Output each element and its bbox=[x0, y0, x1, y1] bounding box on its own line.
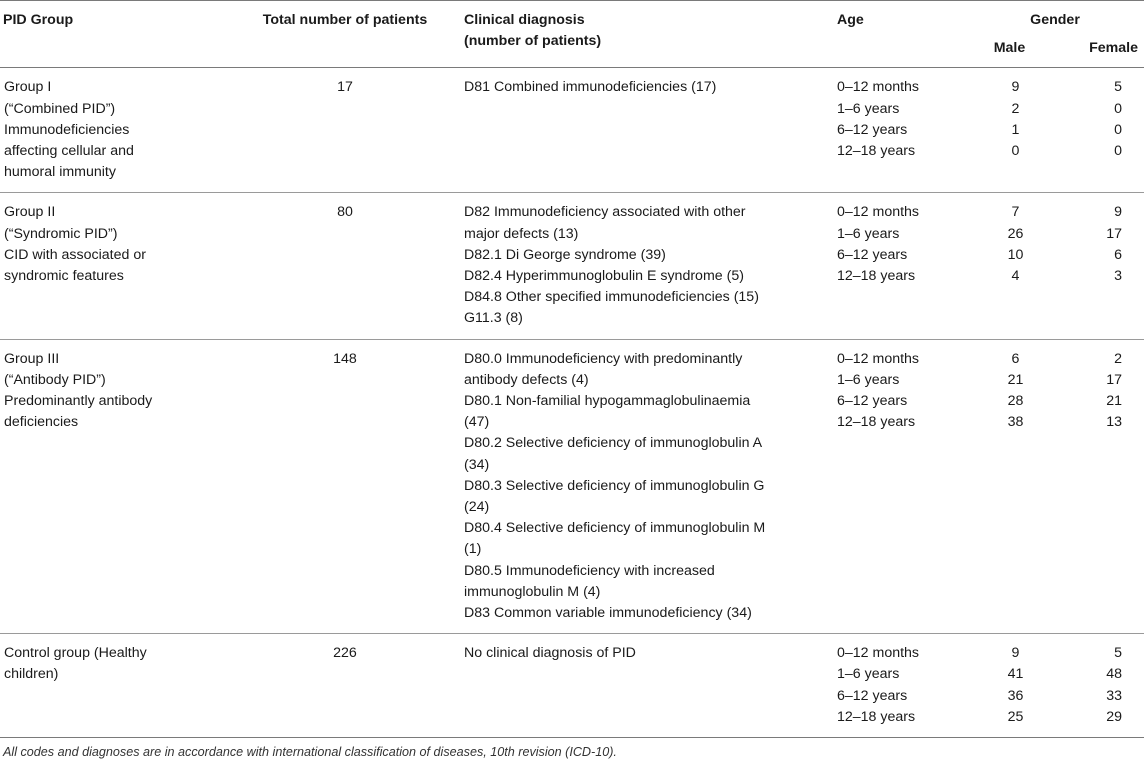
male-count: 1 bbox=[1011, 121, 1020, 138]
cell-clinical-diagnosis bbox=[458, 68, 833, 193]
age-range: 1–6 years bbox=[837, 371, 900, 388]
diagnosis-text-line: D80.1 Non-familial hypogammaglobulinaemia bbox=[464, 393, 751, 410]
header-diagnosis-line-2: (number of patients) bbox=[464, 33, 602, 50]
cell-clinical-diagnosis bbox=[458, 339, 833, 634]
age-range: 12–18 years bbox=[837, 143, 916, 160]
group-text-line: humoral immunity bbox=[4, 164, 116, 181]
age-range: 12–18 years bbox=[837, 708, 916, 725]
male-count: 10 bbox=[1007, 246, 1024, 263]
age-range: 1–6 years bbox=[837, 100, 900, 117]
male-count: 38 bbox=[1007, 414, 1024, 431]
male-count: 6 bbox=[1011, 350, 1020, 367]
diagnosis-text-line: (47) bbox=[464, 414, 490, 431]
table-footnote: All codes and diagnoses are in accordance with international classification of diseases, 10th revision (ICD-10). bbox=[3, 745, 617, 760]
age-range: 6–12 years bbox=[837, 246, 908, 263]
male-count: 21 bbox=[1007, 371, 1024, 388]
header-gender: Gender bbox=[1030, 12, 1080, 28]
table-body bbox=[0, 68, 1144, 738]
cell-age bbox=[833, 634, 966, 738]
female-count: 0 bbox=[1114, 121, 1123, 138]
group-text-line: deficiencies bbox=[4, 414, 79, 431]
cell-total-patients: 17 bbox=[337, 79, 353, 96]
female-count: 33 bbox=[1106, 687, 1123, 704]
group-text-line: (“Syndromic PID”) bbox=[4, 225, 118, 242]
male-count: 25 bbox=[1007, 708, 1024, 725]
group-text-line: Immunodeficiencies bbox=[4, 121, 130, 138]
male-count: 0 bbox=[1011, 143, 1020, 160]
header-clinical-diagnosis bbox=[458, 1, 833, 68]
age-range: 0–12 months bbox=[837, 645, 920, 662]
group-text-line: children) bbox=[4, 666, 59, 683]
cell-male bbox=[966, 339, 1053, 634]
male-count: 41 bbox=[1007, 666, 1024, 683]
female-count: 17 bbox=[1106, 371, 1123, 388]
diagnosis-text-line: D82.4 Hyperimmunoglobulin E syndrome (5) bbox=[464, 268, 744, 285]
female-count: 17 bbox=[1106, 225, 1123, 242]
age-range: 1–6 years bbox=[837, 666, 900, 683]
cell-age bbox=[833, 339, 966, 634]
table-row bbox=[0, 68, 1144, 193]
diagnosis-text-line: D80.0 Immunodeficiency with predominantly bbox=[464, 350, 743, 367]
diagnosis-text-line: D82 Immunodeficiency associated with other bbox=[464, 204, 746, 221]
table-row bbox=[0, 634, 1144, 738]
group-text-line: Group III bbox=[4, 350, 60, 367]
female-count: 0 bbox=[1114, 100, 1123, 117]
table-header bbox=[0, 1, 1144, 68]
female-count: 2 bbox=[1114, 350, 1123, 367]
age-range: 6–12 years bbox=[837, 393, 908, 410]
header-total-patients: Total number of patients bbox=[262, 12, 428, 28]
female-count: 5 bbox=[1114, 79, 1123, 96]
cell-pid-group bbox=[0, 634, 232, 738]
cell-total-patients: 148 bbox=[333, 350, 357, 367]
age-range: 6–12 years bbox=[837, 121, 908, 138]
diagnosis-text-line: immunoglobulin M (4) bbox=[464, 583, 601, 600]
diagnosis-text-line: D81 Combined immunodeficiencies (17) bbox=[464, 79, 717, 96]
group-text-line: (“Combined PID”) bbox=[4, 100, 116, 117]
diagnosis-text-line: D84.8 Other specified immunodeficiencies (15) bbox=[464, 289, 759, 306]
male-count: 7 bbox=[1011, 204, 1020, 221]
cell-female bbox=[1053, 339, 1144, 634]
diagnosis-text-line: major defects (13) bbox=[464, 225, 579, 242]
cell-total-patients: 226 bbox=[333, 645, 357, 662]
female-count: 9 bbox=[1114, 204, 1123, 221]
male-count: 36 bbox=[1007, 687, 1024, 704]
cell-male bbox=[966, 68, 1053, 193]
cell-male bbox=[966, 193, 1053, 339]
cell-total-patients: 80 bbox=[337, 204, 353, 221]
female-count: 0 bbox=[1114, 143, 1123, 160]
age-range: 0–12 months bbox=[837, 79, 920, 96]
age-range: 0–12 months bbox=[837, 204, 920, 221]
group-text-line: Group II bbox=[4, 204, 56, 221]
cell-female bbox=[1053, 68, 1144, 193]
cell-pid-group bbox=[0, 193, 232, 339]
diagnosis-text-line: antibody defects (4) bbox=[464, 371, 589, 388]
age-range: 0–12 months bbox=[837, 350, 920, 367]
female-count: 5 bbox=[1114, 645, 1123, 662]
male-count: 9 bbox=[1011, 645, 1020, 662]
age-range: 1–6 years bbox=[837, 225, 900, 242]
female-count: 6 bbox=[1114, 246, 1123, 263]
female-count: 48 bbox=[1106, 666, 1123, 683]
cell-clinical-diagnosis bbox=[458, 193, 833, 339]
male-count: 26 bbox=[1007, 225, 1024, 242]
diagnosis-text-line: No clinical diagnosis of PID bbox=[464, 645, 636, 662]
group-text-line: CID with associated or bbox=[4, 246, 146, 263]
age-range: 12–18 years bbox=[837, 414, 916, 431]
female-count: 29 bbox=[1106, 708, 1123, 725]
group-text-line: Predominantly antibody bbox=[4, 393, 153, 410]
group-text-line: Control group (Healthy bbox=[4, 645, 147, 662]
diagnosis-text-line: (34) bbox=[464, 456, 490, 473]
male-count: 4 bbox=[1011, 268, 1020, 285]
cell-age bbox=[833, 68, 966, 193]
header-diagnosis-line-1: Clinical diagnosis bbox=[464, 12, 585, 28]
diagnosis-text-line: D80.2 Selective deficiency of immunoglobulin A bbox=[464, 435, 763, 452]
group-text-line: syndromic features bbox=[4, 268, 124, 285]
group-text-line: (“Antibody PID”) bbox=[4, 371, 106, 388]
female-count: 3 bbox=[1114, 268, 1123, 285]
cell-female bbox=[1053, 193, 1144, 339]
diagnosis-text-line: (24) bbox=[464, 499, 490, 516]
group-text-line: affecting cellular and bbox=[4, 143, 134, 160]
header-male: Male bbox=[993, 40, 1026, 57]
male-count: 28 bbox=[1007, 393, 1024, 410]
cell-female bbox=[1053, 634, 1144, 738]
table-row bbox=[0, 193, 1144, 339]
table-row bbox=[0, 339, 1144, 634]
female-count: 21 bbox=[1106, 393, 1123, 410]
cell-age bbox=[833, 193, 966, 339]
header-age: Age bbox=[837, 12, 864, 28]
cell-pid-group bbox=[0, 68, 232, 193]
cell-male bbox=[966, 634, 1053, 738]
header-female: Female bbox=[1089, 40, 1139, 57]
cell-pid-group bbox=[0, 339, 232, 634]
cell-clinical-diagnosis bbox=[458, 634, 833, 738]
male-count: 9 bbox=[1011, 79, 1020, 96]
age-range: 12–18 years bbox=[837, 268, 916, 285]
age-range: 6–12 years bbox=[837, 687, 908, 704]
female-count: 13 bbox=[1106, 414, 1123, 431]
diagnosis-text-line: D83 Common variable immunodeficiency (34) bbox=[464, 605, 752, 622]
diagnosis-text-line: D80.5 Immunodeficiency with increased bbox=[464, 562, 715, 579]
diagnosis-text-line: D82.1 Di George syndrome (39) bbox=[464, 246, 666, 263]
diagnosis-text-line: D80.4 Selective deficiency of immunoglobulin M bbox=[464, 520, 766, 537]
header-pid-group: PID Group bbox=[3, 12, 74, 28]
diagnosis-text-line: (1) bbox=[464, 541, 482, 558]
diagnosis-text-line: D80.3 Selective deficiency of immunoglobulin G bbox=[464, 477, 765, 494]
male-count: 2 bbox=[1011, 100, 1020, 117]
group-text-line: Group I bbox=[4, 79, 52, 96]
diagnosis-text-line: G11.3 (8) bbox=[464, 310, 523, 327]
